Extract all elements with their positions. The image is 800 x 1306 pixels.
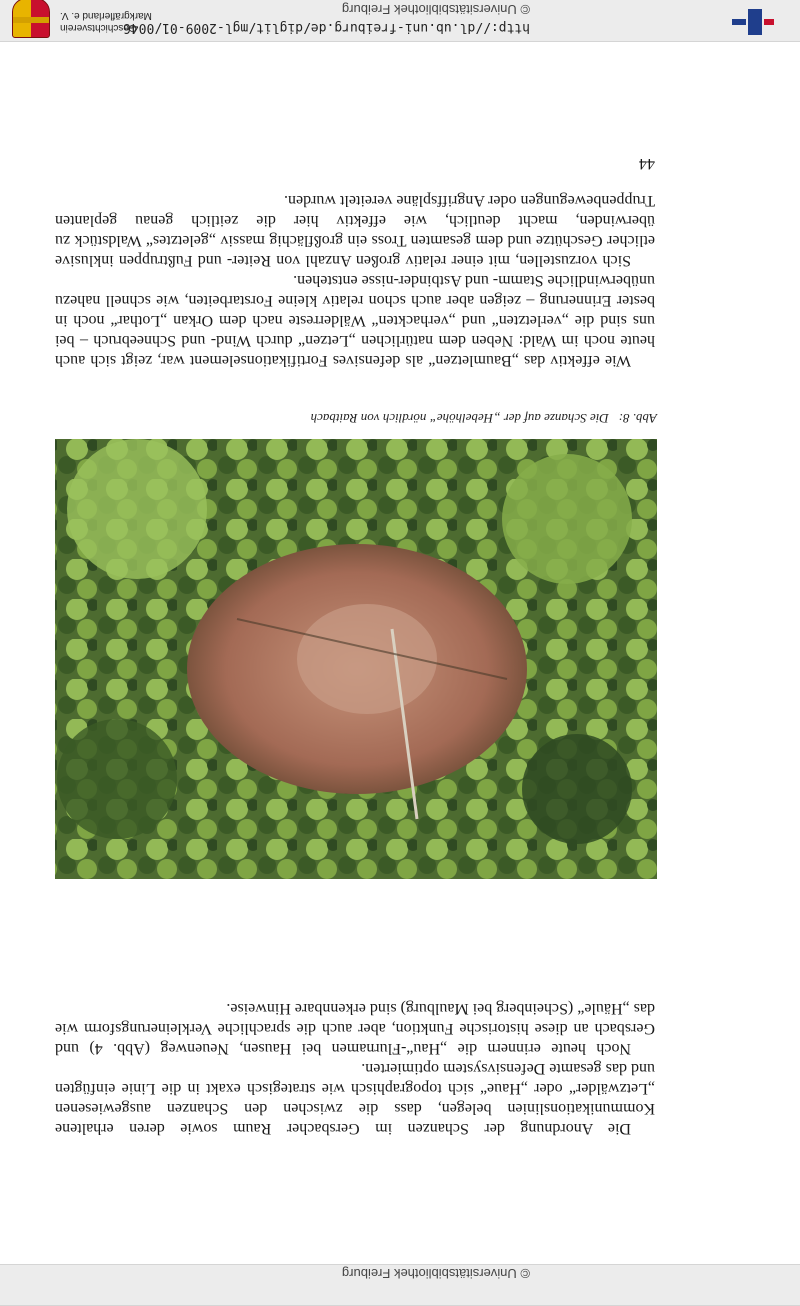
copyright-notice: © Universitätsbibliothek Freiburg (341, 2, 530, 17)
page-number: 44 (639, 155, 655, 172)
paragraph-hau-flurnamen: Noch heute erinnern die „Hau“-Flurnamen bei Hausen, Neuenweg (Abb. 4) und Gersbach an diese historische Funktion, aber auch die sprachliche Verkleinerungsform wie das „Häule“ (Scheinberg bei Maulburg) sind erkennbare Hinweise. (55, 1000, 655, 1057)
aerial-forest-photo (55, 439, 657, 879)
caption-text: Die Schanze auf der „Hebelhöhe“ nördlich von Raitbach (310, 411, 609, 426)
society-name-line2: Markgräflerland e. V. (60, 10, 152, 21)
caption-number: Abb. 8: (618, 411, 657, 426)
society-name-line1: Geschichtsverein (60, 22, 137, 33)
paragraph-baumletzen: Wie effektiv das „Baumletzen“ als defensives Fortifikationselement war, zeigt sich auch heute noch im Wald: Neben dem natürlichen „Letzen“ durch Wind- und Schneebruch – bei uns sind die „verletzten“ und „verhackten“ Wälderreste nach dem Orkan „Lothar“ noch in bester Erinnerung – zeigen aber auch schon relativ kleine Forstarbeiten, wie schnell nahezu unüberwindliche Stamm- und Astbinder-nisse entstehen. (55, 272, 655, 369)
source-url[interactable]: http://dl.ub.uni-freiburg.de/diglit/mgl-2009-01/0046 (123, 20, 530, 35)
viewer-header-bar (0, 0, 800, 42)
society-crest-icon[interactable] (12, 0, 50, 38)
copyright-notice: © Universitätsbibliothek Freiburg (341, 1266, 530, 1281)
main-text-lower (55, 190, 655, 370)
society-name (60, 9, 152, 33)
university-library-logo-icon[interactable] (748, 9, 762, 35)
main-text-upper (55, 998, 655, 1138)
viewer-footer-bar (0, 1264, 800, 1306)
paragraph-truppenbewegungen: Sich vorzustellen, mit einer relativ großen Anzahl von Reiter- und Fußtruppen inklusive etlicher Geschütze und dem gesamten Tross ein großflächig massiv „geletztes“ Waldstück zu überwinden, macht deutlich, wie effektiv hier die zeitlich genau geplanten Truppenbewegungen oder Angriffspläne vereitelt wurden. (55, 192, 655, 269)
paragraph-schanzen-anordnung: Die Anordnung der Schanzen im Gersbacher Raum sowie deren erhaltene Kommunikationslinien belegen, dass die zwischen den Schanzen ausgewiesenen „Letzwälder“ oder „Haue“ sich topographisch wie strategisch exakt in die Linie einfügten und das gesamte Defensivsystem optimierten. (55, 1060, 655, 1137)
figure-photo-schanze (55, 439, 657, 879)
figure-caption (55, 410, 657, 426)
